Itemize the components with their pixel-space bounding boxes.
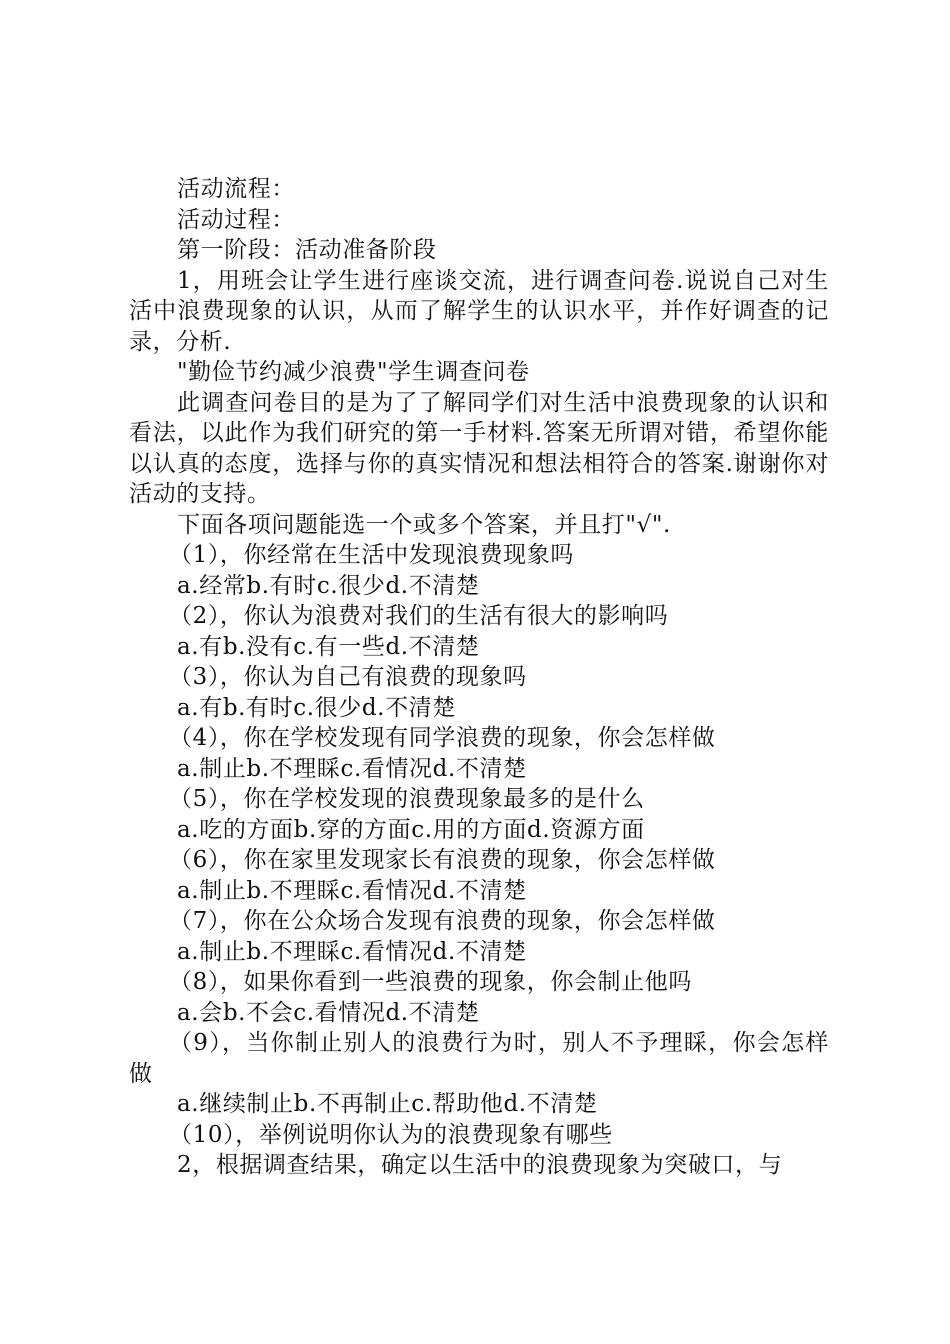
- question-10: （10），举例说明你认为的浪费现象有哪些: [169, 1121, 613, 1148]
- question-5: （5），你在学校发现的浪费现象最多的是什么: [169, 786, 645, 812]
- question-6: （6），你在家里发现家长有浪费的现象，你会怎样做: [169, 847, 716, 873]
- question-6-options: a.制止b.不理睬c.看情况d.不清楚: [177, 877, 527, 904]
- question-2-options: a.有b.没有c.有一些d.不清楚: [177, 633, 480, 660]
- paragraph-step-2: 2，根据调查结果，确定以生活中的浪费现象为突破口，与: [177, 1152, 783, 1178]
- question-7: （7），你在公众场合发现有浪费的现象，你会怎样做: [169, 908, 716, 934]
- paragraph-activity-process: 活动过程：: [177, 206, 295, 233]
- paragraph-stage-one: 第一阶段：活动准备阶段: [177, 237, 437, 263]
- question-3: （3），你认为自己有浪费的现象吗: [169, 664, 527, 690]
- paragraph-activity-flow: 活动流程：: [177, 176, 295, 202]
- question-9: （9），当你制止别人的浪费行为时，别人不予理睬，你会怎样做: [129, 1030, 829, 1087]
- questionnaire-intro: 此调查问卷目的是为了了解同学们对生活中浪费现象的认识和看法，以此作为我们研究的第一手材料.答案无所谓对错，希望你能以认真的态度，选择与你的真实情况和想法相符合的答案.谢谢你对活动的支持。: [129, 389, 829, 507]
- question-4-options: a.制止b.不理睬c.看情况d.不清楚: [177, 755, 527, 782]
- question-2: （2），你认为浪费对我们的生活有很大的影响吗: [169, 603, 669, 629]
- question-3-options: a.有b.有时c.很少d.不清楚: [177, 694, 456, 721]
- question-7-options: a.制止b.不理睬c.看情况d.不清楚: [177, 938, 527, 965]
- question-9-options: a.继续制止b.不再制止c.帮助他d.不清楚: [177, 1091, 598, 1117]
- questionnaire-title: "勤俭节约减少浪费"学生调查问卷: [177, 359, 530, 385]
- question-8-options: a.会b.不会c.看情况d.不清楚: [177, 999, 480, 1026]
- question-4: （4），你在学校发现有同学浪费的现象，你会怎样做: [169, 725, 716, 751]
- document-body: [129, 174, 829, 1181]
- question-5-options: a.吃的方面b.穿的方面c.用的方面d.资源方面: [177, 816, 645, 843]
- question-8: （8），如果你看到一些浪费的现象，你会制止他吗: [169, 969, 692, 995]
- question-1: （1），你经常在生活中发现浪费现象吗: [169, 542, 574, 568]
- questionnaire-instructions: 下面各项问题能选一个或多个答案，并且打"√".: [177, 511, 671, 538]
- paragraph-step-1: 1，用班会让学生进行座谈交流，进行调查问卷.说说自己对生活中浪费现象的认识，从而了解学生的认识水平，并作好调查的记录，分析.: [129, 267, 829, 355]
- question-1-options: a.经常b.有时c.很少d.不清楚: [177, 572, 480, 599]
